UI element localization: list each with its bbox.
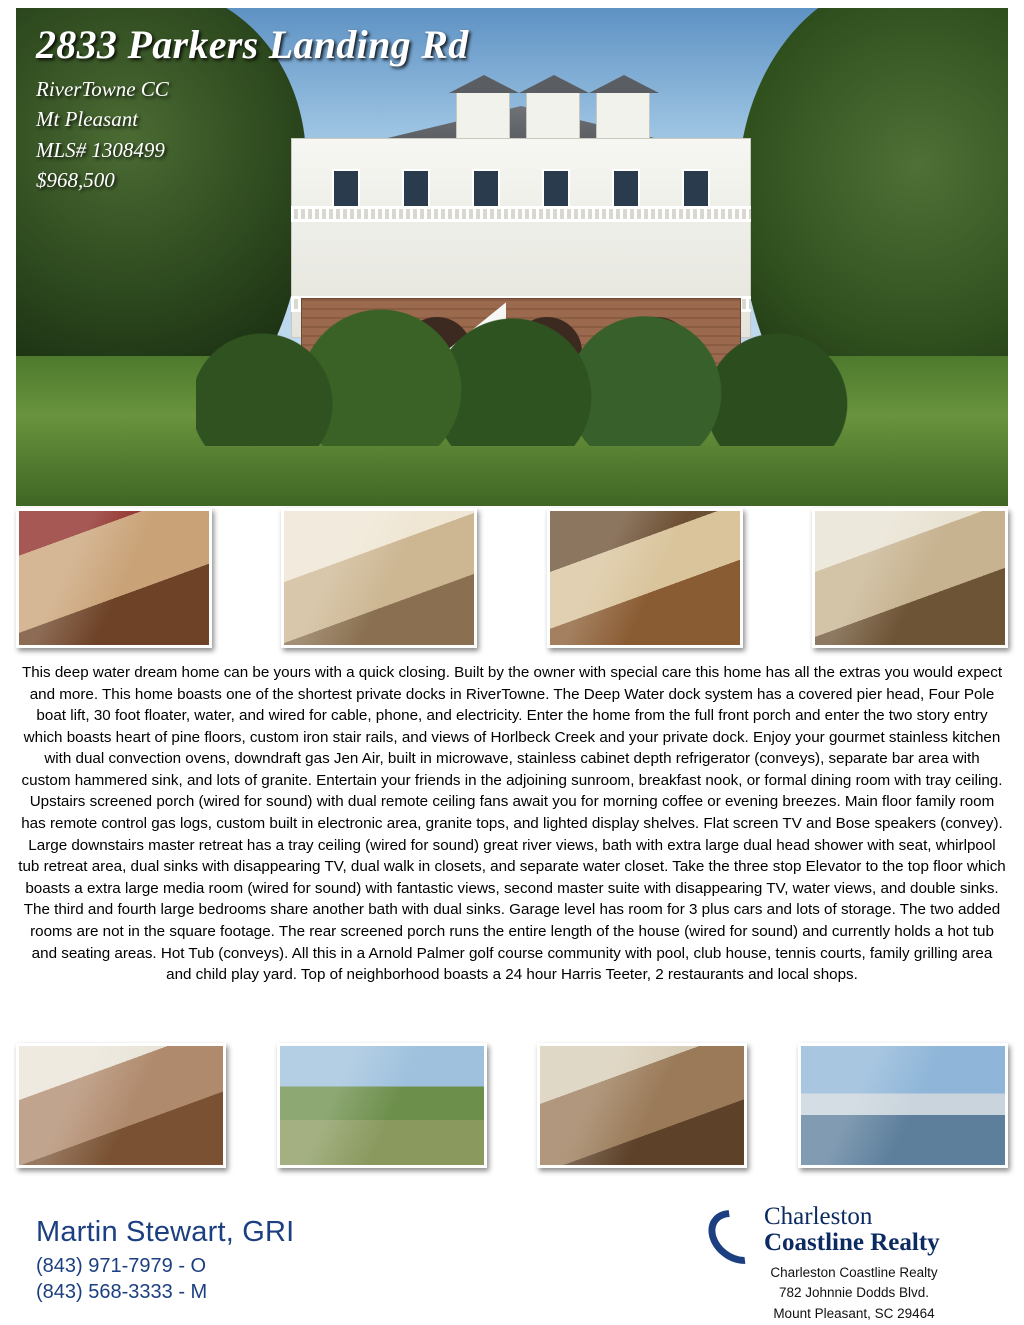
agent-phone-office[interactable]: (843) 971-7979 - O [36, 1255, 207, 1277]
photo-creek-view[interactable] [277, 1043, 487, 1168]
listing-city: Mt Pleasant [36, 107, 139, 132]
shrub-border [196, 306, 856, 446]
photo-glare [815, 511, 1005, 645]
photo-glare [280, 1046, 484, 1165]
photo-kitchen[interactable] [547, 508, 743, 648]
hero-photo-front-exterior [16, 8, 1008, 506]
upper-porch-railing [291, 206, 751, 222]
agent-name: Martin Stewart, GRI [36, 1216, 295, 1248]
photo-screened-porch[interactable] [16, 1043, 226, 1168]
brokerage-logo-line2: Coastline Realty [764, 1228, 940, 1256]
agent-phone-mobile[interactable]: (843) 568-3333 - M [36, 1281, 208, 1303]
listing-price: $968,500 [36, 168, 115, 193]
photo-glare [801, 1046, 1005, 1165]
listing-headline [36, 24, 469, 196]
photo-row-top [16, 508, 1008, 648]
listing-mls: MLS# 1308499 [36, 137, 165, 162]
brokerage-block [704, 1204, 1004, 1324]
photo-glare [550, 511, 740, 645]
photo-glare [284, 511, 474, 645]
swoosh-icon [704, 1207, 758, 1253]
photo-dining-room[interactable] [16, 508, 212, 648]
property-description: This deep water dream home can be yours with a quick closing. Built by the owner with special care this home has all the extras you would expect and more. This home boasts one of the shortest private docks in RiverTowne. The Deep Water dock system has a covered pier head, Four Pole boat lift, 30 foot floater, water, and wired for cable, phone, and electricity. Enter the home from the full front porch and enter the two story entry which boasts heart of pine floors, custom iron stair rails, and views of Horlbeck Creek and your private dock. Enjoy your gourmet stainless kitchen with dual convection ovens, downdraft gas Jen Air, built in microwave, stainless cabinet depth refrigerator (conveys), separate bar area with custom hammered sink, and lots of granite. Entertain your friends in the adjoining sunroom, breakfast nook, or formal dining room with tray ceiling. Upstairs screened porch (wired for sound) with dual remote ceiling fans await you for morning coffee or evening breezes. Main floor family room has remote control gas logs, custom built in electronic area, granite tops, and lighted display shelves. Flat screen TV and Bose speakers (convey). Large downstairs master retreat has a tray ceiling (wired for sound) great river views, bath with extra large dual head shower with seat, whirlpool tub retreat area, dual sinks with disappearing TV, dual walk in closets, and separate water closet. Take the three stop Elevator to the top floor which boasts a extra large media room (wired for sound) with fantastic views, second master suite with disappearing TV, water views, and double sinks. The third and fourth large bedrooms share another bath with dual sinks. Garage level has room for 3 plus cars and lots of storage. The two added rooms are not in the square footage. The rear screened porch runs the entire length of the house (wired for sound) and currently holds a hot tub and seating areas. Hot Tub (conveys). All this in a Arnold Palmer golf course community with pool, club house, tennis courts, family grilling area and child play yard. Top of neighborhood boasts a 24 hour Harris Teeter, 2 restaurants and local shops. [18, 664, 1006, 984]
agent-contact-block [36, 1216, 294, 1304]
brokerage-name: Charleston Coastline Realty [770, 1265, 938, 1280]
agent-phones [36, 1255, 294, 1304]
brokerage-logo-line1: Charleston [764, 1203, 873, 1230]
photo-family-room[interactable] [281, 508, 477, 648]
brokerage-wordmark [764, 1204, 940, 1255]
brokerage-address [704, 1263, 1004, 1324]
brokerage-citystate: Mount Pleasant, SC 29464 [773, 1305, 935, 1321]
photo-sunroom[interactable] [812, 508, 1008, 648]
brokerage-logo [704, 1204, 1004, 1255]
photo-private-dock[interactable] [798, 1043, 1008, 1168]
photo-two-story-entry[interactable] [537, 1043, 747, 1168]
brokerage-street: 782 Johnnie Dodds Blvd. [778, 1285, 930, 1301]
listing-subdivision: RiverTowne CC [36, 77, 169, 101]
photo-glare [19, 1046, 223, 1165]
photo-row-bottom [16, 1043, 1008, 1168]
photo-glare [19, 511, 209, 645]
listing-address: 2833 Parkers Landing Rd [36, 22, 469, 67]
photo-glare [540, 1046, 744, 1165]
